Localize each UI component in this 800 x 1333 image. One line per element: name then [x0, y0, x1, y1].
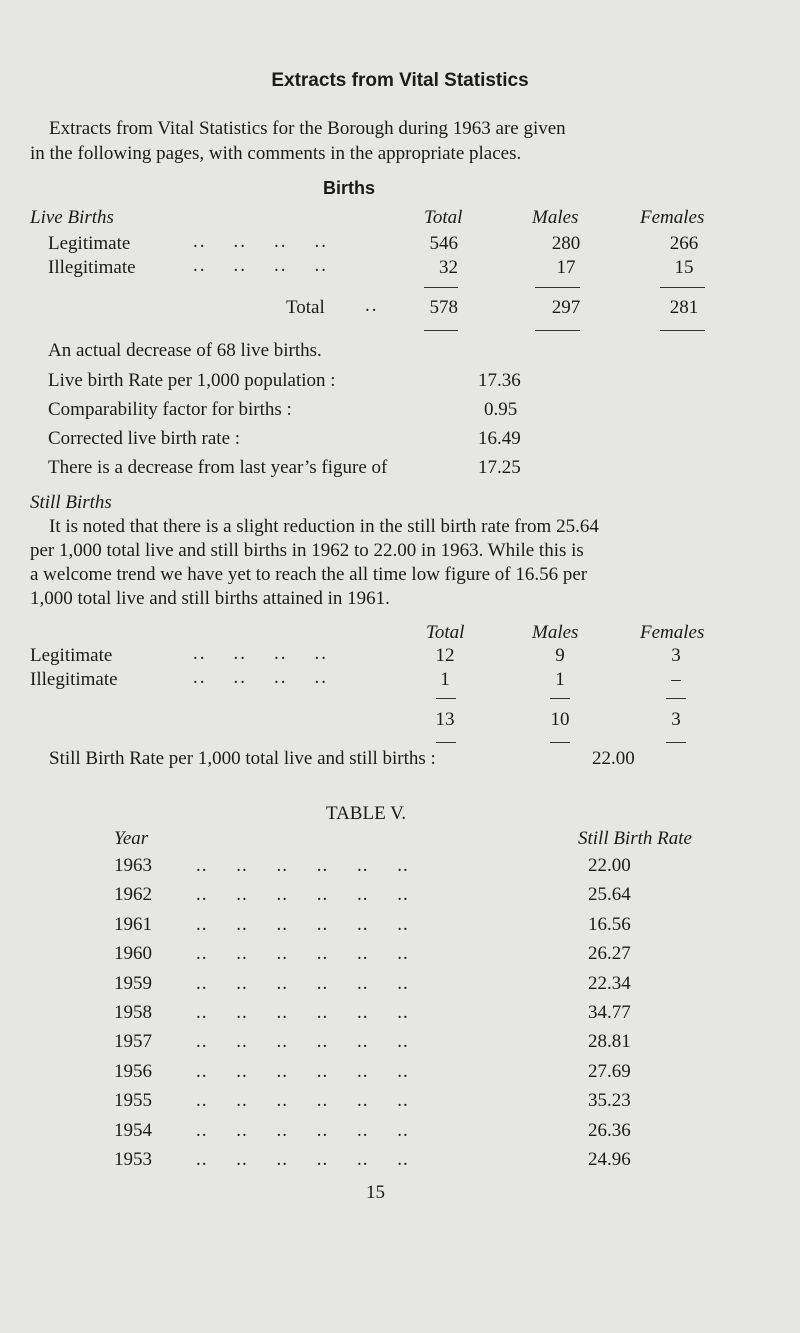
still-birth-rate-label: Still Birth Rate per 1,000 total live and still births :	[49, 748, 436, 769]
note-last-year: There is a decrease from last year’s figure of	[48, 457, 388, 478]
col-total: Total	[424, 207, 463, 228]
cell-total: 13	[435, 709, 455, 730]
rule	[436, 698, 456, 699]
cell-males: 17	[556, 257, 576, 278]
rule	[660, 330, 705, 331]
table5-rate: 27.69	[588, 1060, 631, 1082]
intro-line-1: Extracts from Vital Statistics for the Borough during 1963 are given	[49, 118, 566, 139]
col-males: Males	[532, 207, 579, 228]
note-comparability: Comparability factor for births :	[48, 399, 292, 420]
leader-dots: .. .. .. .. .. ..	[196, 913, 409, 935]
still-births-para-3: a welcome trend we have yet to reach the all time low figure of 16.56 per	[30, 564, 588, 585]
rule	[550, 742, 570, 743]
leader-dots: .. .. .. ..	[193, 255, 328, 276]
total-label: Total	[286, 297, 325, 318]
table5-year: 1959	[114, 972, 152, 994]
table5-row	[0, 1120, 800, 1146]
table5-year: 1954	[114, 1119, 152, 1141]
value-corrected-rate: 16.49	[478, 428, 521, 449]
table5-row	[0, 943, 800, 969]
leader-dots: .. .. .. .. .. ..	[196, 855, 409, 876]
still-col-females: Females	[640, 622, 705, 643]
still-col-total: Total	[426, 622, 465, 643]
table5-year: 1962	[114, 884, 152, 906]
cell-females: 281	[669, 297, 699, 318]
live-births-label: Live Births	[30, 207, 114, 228]
cell-females: 3	[671, 709, 681, 730]
rule	[436, 742, 456, 743]
intro-line-2: in the following pages, with comments in the appropriate places.	[30, 143, 522, 164]
table5-row	[0, 1090, 800, 1116]
table5-row	[0, 884, 800, 910]
cell-males: 280	[551, 233, 581, 254]
value-live-birth-rate: 17.36	[478, 370, 521, 391]
table5-rate: 28.81	[588, 1031, 631, 1053]
value-last-year: 17.25	[478, 457, 521, 478]
value-comparability: 0.95	[484, 399, 518, 420]
cell-total: 12	[435, 645, 455, 666]
table5-year: 1958	[114, 1002, 152, 1023]
row-label: Illegitimate	[30, 669, 118, 690]
rule	[424, 287, 458, 288]
table5-title: TABLE V.	[326, 803, 407, 824]
table5-year: 1956	[114, 1060, 152, 1082]
row-label: Legitimate	[30, 645, 113, 666]
leader-dots: .. .. .. .. .. ..	[196, 1149, 409, 1170]
table5-rate: 16.56	[588, 913, 631, 935]
rule	[535, 330, 580, 331]
cell-total: 578	[429, 297, 458, 318]
cell-females: 3	[671, 645, 681, 666]
leader-dots: .. .. .. .. .. ..	[196, 1002, 409, 1023]
row-label: Legitimate	[48, 233, 131, 254]
cell-total: 546	[429, 233, 458, 254]
leader-dots: .. .. .. ..	[193, 667, 328, 688]
table5-row	[0, 855, 800, 881]
cell-total: 32	[439, 257, 458, 278]
table5-col-rate: Still Birth Rate	[578, 828, 692, 849]
table5-year: 1957	[114, 1031, 152, 1053]
table5-rate: 25.64	[588, 884, 631, 906]
rule	[550, 698, 570, 699]
table5-rate: 26.36	[588, 1119, 631, 1141]
cell-females: 266	[669, 233, 699, 254]
still-birth-rate-value: 22.00	[592, 748, 635, 769]
cell-males: 10	[550, 709, 570, 730]
cell-males: 297	[551, 297, 581, 318]
rule	[666, 742, 686, 743]
still-col-males: Males	[532, 622, 579, 643]
table5-year: 1955	[114, 1090, 152, 1112]
rule	[535, 287, 580, 288]
cell-females: 15	[674, 257, 694, 278]
births-heading: Births	[323, 178, 376, 198]
table5-year: 1961	[114, 913, 152, 935]
leader-dots: .. .. .. .. .. ..	[196, 1060, 409, 1082]
leader-dots: .. .. .. ..	[193, 643, 328, 664]
page-number: 15	[366, 1182, 385, 1203]
leader-dots: ..	[365, 295, 379, 316]
note-decrease: An actual decrease of 68 live births.	[48, 340, 322, 361]
still-births-para-2: per 1,000 total live and still births in 1962 to 22.00 in 1963. While this is	[30, 540, 584, 561]
table5-year: 1953	[114, 1149, 152, 1170]
rule	[660, 287, 705, 288]
table5-col-year: Year	[114, 828, 149, 849]
page-title: Extracts from Vital Statistics	[271, 70, 529, 91]
leader-dots: .. .. .. .. .. ..	[196, 972, 409, 994]
table5-row	[0, 914, 800, 940]
cell-males: 1	[555, 669, 565, 690]
table5-row	[0, 1149, 800, 1175]
table5-rate: 34.77	[588, 1002, 631, 1023]
table5-row	[0, 1061, 800, 1087]
leader-dots: .. .. .. ..	[193, 231, 328, 252]
table5-rate: 26.27	[588, 943, 631, 965]
leader-dots: .. .. .. .. .. ..	[196, 1090, 409, 1112]
table5-rate: 35.23	[588, 1090, 631, 1112]
note-corrected-rate: Corrected live birth rate :	[48, 428, 241, 449]
note-live-birth-rate: Live birth Rate per 1,000 population :	[48, 370, 336, 391]
table5-year: 1963	[114, 855, 152, 876]
still-births-para-4: 1,000 total live and still births attained in 1961.	[30, 588, 390, 609]
cell-males: 9	[555, 645, 565, 666]
table5-row	[0, 973, 800, 999]
col-females: Females	[640, 207, 705, 228]
row-label: Illegitimate	[48, 257, 136, 278]
table5-rate: 24.96	[588, 1149, 631, 1170]
rule	[666, 698, 686, 699]
cell-total: 1	[440, 669, 450, 690]
leader-dots: .. .. .. .. .. ..	[196, 1031, 409, 1053]
leader-dots: .. .. .. .. .. ..	[196, 1119, 409, 1141]
table5-row	[0, 1031, 800, 1057]
table5-row	[0, 1002, 800, 1028]
leader-dots: .. .. .. .. .. ..	[196, 884, 409, 906]
still-births-para-1: It is noted that there is a slight reduction in the still birth rate from 25.64	[49, 516, 599, 537]
still-births-heading: Still Births	[30, 492, 112, 513]
leader-dots: .. .. .. .. .. ..	[196, 943, 409, 965]
table5-year: 1960	[114, 943, 152, 965]
table5-rate: 22.00	[588, 855, 631, 876]
cell-females: –	[671, 669, 681, 690]
rule	[424, 330, 458, 331]
table5-rate: 22.34	[588, 972, 631, 994]
